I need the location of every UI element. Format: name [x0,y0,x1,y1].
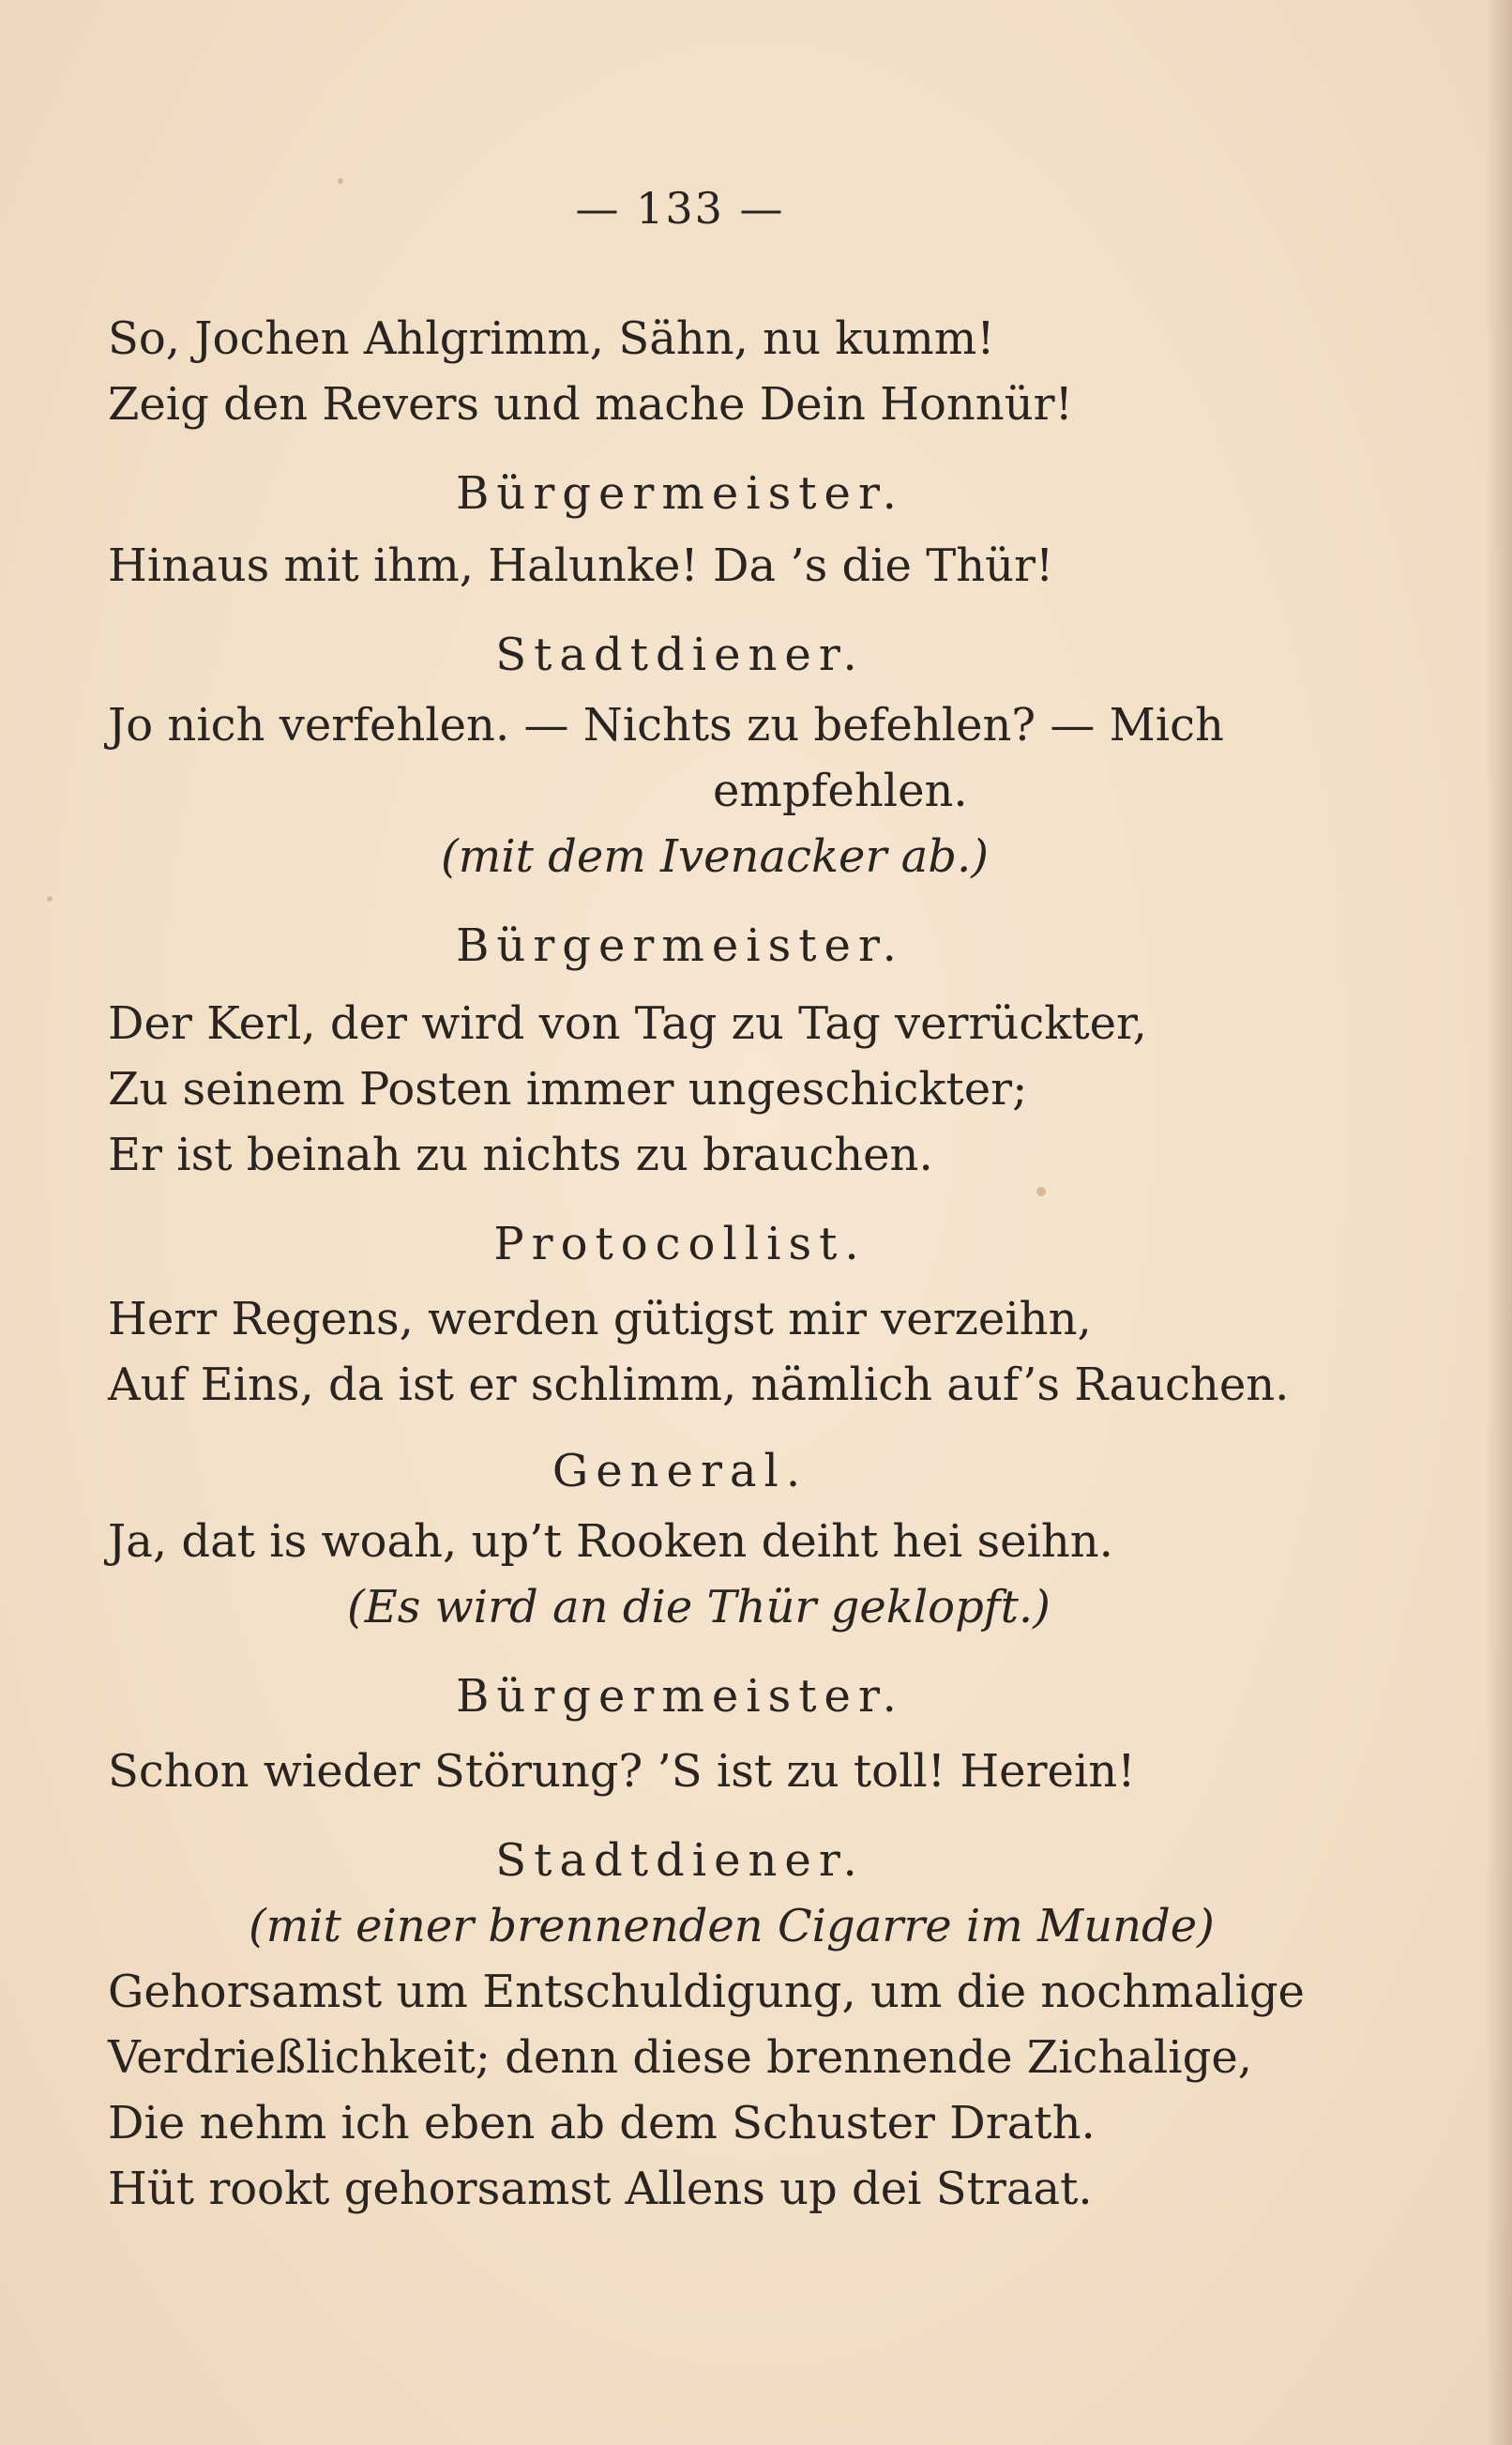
paper-speck [1036,1187,1046,1196]
verse-line: Er ist beinah zu nichts zu brauchen. [108,1129,933,1181]
verse-line: Zeig den Revers und mache Dein Honnür! [108,378,1073,431]
speaker-name: Bürgermeister. [456,1670,904,1723]
speaker-name: Stadtdiener. [495,629,865,681]
speaker-name: Stadtdiener. [495,1834,865,1887]
stage-direction: (mit einer brennenden Cigarre im Munde) [249,1900,1215,1952]
stage-direction: (mit dem Ivenacker ab.) [441,830,989,883]
speaker-name: Bürgermeister. [456,467,904,520]
page-edge-shadow [1486,0,1512,2445]
verse-line: Gehorsamst um Entschuldigung, um die nochmalige [108,1966,1305,2018]
verse-line: Hinaus mit ihm, Halunke! Da ’s die Thür! [108,539,1054,592]
speaker-name: Bürgermeister. [456,919,904,972]
stage-direction: (Es wird an die Thür geklopft.) [347,1581,1051,1633]
paper-speck [47,896,53,902]
verse-line: Der Kerl, der wird von Tag zu Tag verrückter, [108,997,1147,1050]
speaker-name: Protocollist. [493,1218,867,1270]
verse-line: Zu seinem Posten immer ungeschickter; [108,1063,1028,1116]
verse-line: Hüt rookt gehorsamst Allens up dei Straat. [108,2163,1093,2215]
verse-line: Jo nich verfehlen. — Nichts zu befehlen? — Mich [108,699,1224,752]
verse-line: Herr Regens, werden gütigst mir verzeihn, [108,1293,1092,1345]
page-number: — 133 — [575,183,785,234]
verse-line: Schon wieder Störung? ’S ist zu toll! Herein! [108,1745,1136,1798]
verse-line: Auf Eins, da ist er schlimm, nämlich auf’s Rauchen. [108,1359,1290,1411]
verse-line: Verdrießlichkeit; denn diese brennende Zichalige, [108,2031,1252,2084]
verse-line: So, Jochen Ahlgrimm, Sähn, nu kumm! [108,312,995,365]
speaker-name: General. [552,1445,809,1497]
verse-line: Die nehm ich eben ab dem Schuster Drath. [108,2097,1096,2149]
verse-line: empfehlen. [713,765,968,817]
verse-line: Ja, dat is woah, up’t Rooken deiht hei seihn. [108,1515,1113,1568]
